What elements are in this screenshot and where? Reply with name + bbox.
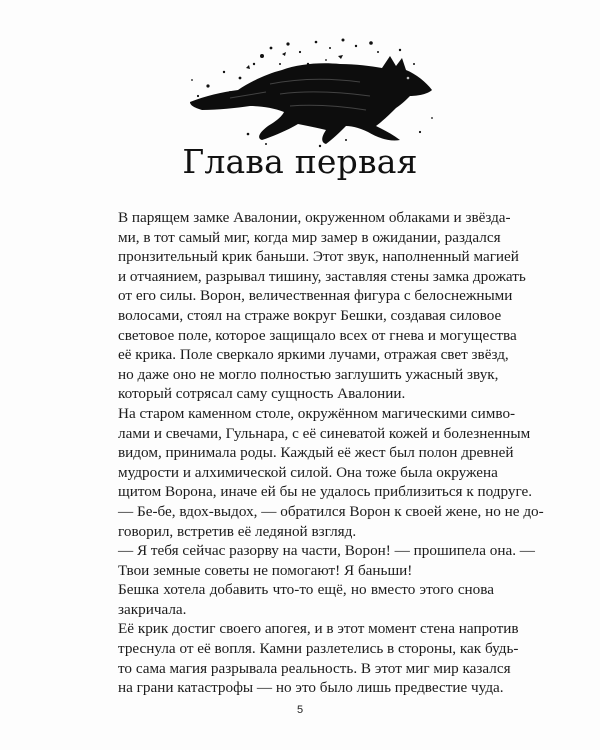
page-number: 5 (296, 704, 304, 716)
text-line: щитом Ворона, иначе ей бы не удалось приблизиться к подруге. (118, 483, 533, 501)
text-line: Твои земные советы не помогают! Я баньши! (118, 561, 413, 579)
text-line: лами и свечами, Гульнара, с её синеватой кожей и болезненным (118, 424, 531, 442)
chapter-text (118, 208, 544, 698)
text-line: Её крик достиг своего апогея, и в этот момент стена напротив (118, 620, 519, 638)
text-line: на грани катастрофы — но это было лишь предвестие чуда. (118, 679, 504, 697)
text-line: — Я тебя сейчас разорву на части, Ворон! — прошипела она. — (118, 542, 535, 560)
text-line: её крика. Поле сверкало яркими лучами, отражая свет звёзд, (118, 346, 509, 364)
wolf-ink-silhouette-icon (170, 34, 450, 154)
text-line: мудрости и алхимической силой. Она тоже была окружена (118, 463, 498, 481)
text-line: волосами, стоял на страже вокруг Бешки, создавая силовое (118, 306, 502, 324)
text-line: В парящем замке Авалонии, окруженном облаками и звёзда- (118, 209, 511, 226)
chapter-title: Глава первая (182, 142, 418, 181)
text-line: ми, в тот самый миг, когда мир замер в ожидании, раздался (118, 228, 501, 246)
text-line: от его силы. Ворон, величественная фигура с белоснежными (118, 287, 513, 305)
text-line: — Бе-бе, вдох-выдох, — обратился Ворон к своей жене, но не до- (118, 502, 544, 520)
text-line: видом, принимала роды. Каждый её жест был полон древней (118, 444, 514, 462)
text-line: и отчаянием, разрывал тишину, заставляя стены замка дрожать (118, 267, 526, 285)
text-line: На старом каменном столе, окружённом магическими симво- (118, 404, 516, 422)
text-line: который сотрясал саму сущность Авалонии. (118, 385, 406, 403)
text-line: треснула от её вопля. Камни разлетелись в стороны, как будь- (118, 640, 519, 658)
text-line: световое поле, которое защищало всех от гнева и могущества (118, 326, 517, 344)
text-line: говорил, встретив её ледяной взгляд. (118, 522, 357, 540)
text-line: то сама магия разрывала реальность. В этот миг мир казался (118, 659, 511, 677)
text-line: пронзительный крик баньши. Этот звук, наполненный магией (118, 248, 519, 266)
text-line: закричала. (118, 600, 187, 618)
text-line: но даже оно не могло полностью заглушить ужасный звук, (118, 365, 499, 383)
text-line: Бешка хотела добавить что-то ещё, но вместо этого снова (118, 581, 494, 599)
